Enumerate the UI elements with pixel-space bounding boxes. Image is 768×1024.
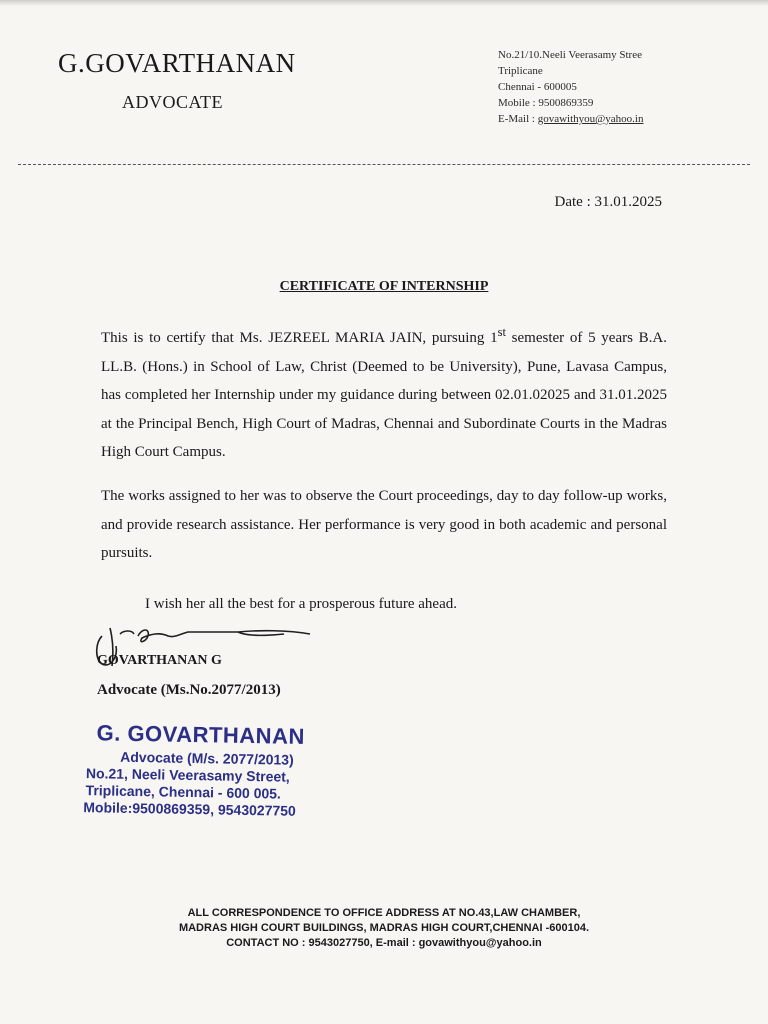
office-stamp (81, 720, 305, 819)
body-paragraph-1 (101, 318, 667, 467)
address-line: No.21/10.Neeli Veerasamy Stree (498, 49, 642, 61)
letterhead-address (498, 47, 643, 127)
stamp-mobile: Mobile:9500869359, 9543027750 (83, 799, 296, 819)
certificate-title-text: CERTIFICATE OF INTERNSHIP (279, 279, 489, 294)
address-line: Triplicane (498, 65, 543, 77)
ordinal-superscript: st (497, 325, 506, 339)
paper-edge (0, 0, 768, 6)
signer-name: GOVARTHANAN G (97, 653, 222, 668)
email-label: E-Mail : (498, 113, 538, 125)
closing-wish: I wish her all the best for a prosperous future ahead. (145, 596, 457, 612)
email-line (498, 111, 643, 127)
stamp-address-2: Triplicane, Chennai - 600 005. (85, 782, 282, 802)
document-date: Date : 31.01.2025 (554, 194, 662, 210)
stamp-name: G. GOVARTHANAN (96, 720, 306, 749)
footer-correspondence (0, 906, 768, 951)
paragraph-1-text-b: semester of 5 years B.A. LL.B. (Hons.) in School of Law, Christ (Deemed to be University), Pune, Lavasa Campus, has completed her Internship under my guidance during between 02.01.02025 and 31.01.2025 at the Principal Bench, High Court of Madras, Chennai and Subordinate Courts in the Madras High Court Campus. (101, 330, 668, 460)
address-line: Chennai - 600005 (498, 81, 577, 93)
paragraph-1-text-a: This is to certify that Ms. JEZREEL MARIA JAIN, pursuing 1 (101, 330, 498, 346)
letterhead-title: ADVOCATE (122, 92, 223, 112)
stamp-address-1: No.21, Neeli Veerasamy Street, (85, 765, 290, 785)
stamp-title: Advocate (M/s. 2077/2013) (120, 748, 294, 768)
header-divider (18, 164, 750, 165)
email-link[interactable]: govawithyou@yahoo.in (537, 113, 644, 125)
body-paragraph-2: The works assigned to her was to observe the Court proceedings, day to day follow-up works, and provide research assistance. Her performance is very good in both academic and personal pursuits. (101, 488, 667, 561)
address-line: Mobile : 9500869359 (498, 97, 594, 109)
footer-line-1: ALL CORRESPONDENCE TO OFFICE ADDRESS AT NO.43,LAW CHAMBER, (187, 907, 581, 919)
letterhead-name: G.GOVARTHANAN (58, 48, 296, 78)
footer-line-2: MADRAS HIGH COURT BUILDINGS, MADRAS HIGH COURT,CHENNAI -600104. (178, 922, 590, 934)
signer-title: Advocate (Ms.No.2077/2013) (97, 682, 281, 698)
certificate-title (0, 279, 768, 295)
footer-line-3: CONTACT NO : 9543027750, E-mail : govawithyou@yahoo.in (226, 937, 542, 949)
